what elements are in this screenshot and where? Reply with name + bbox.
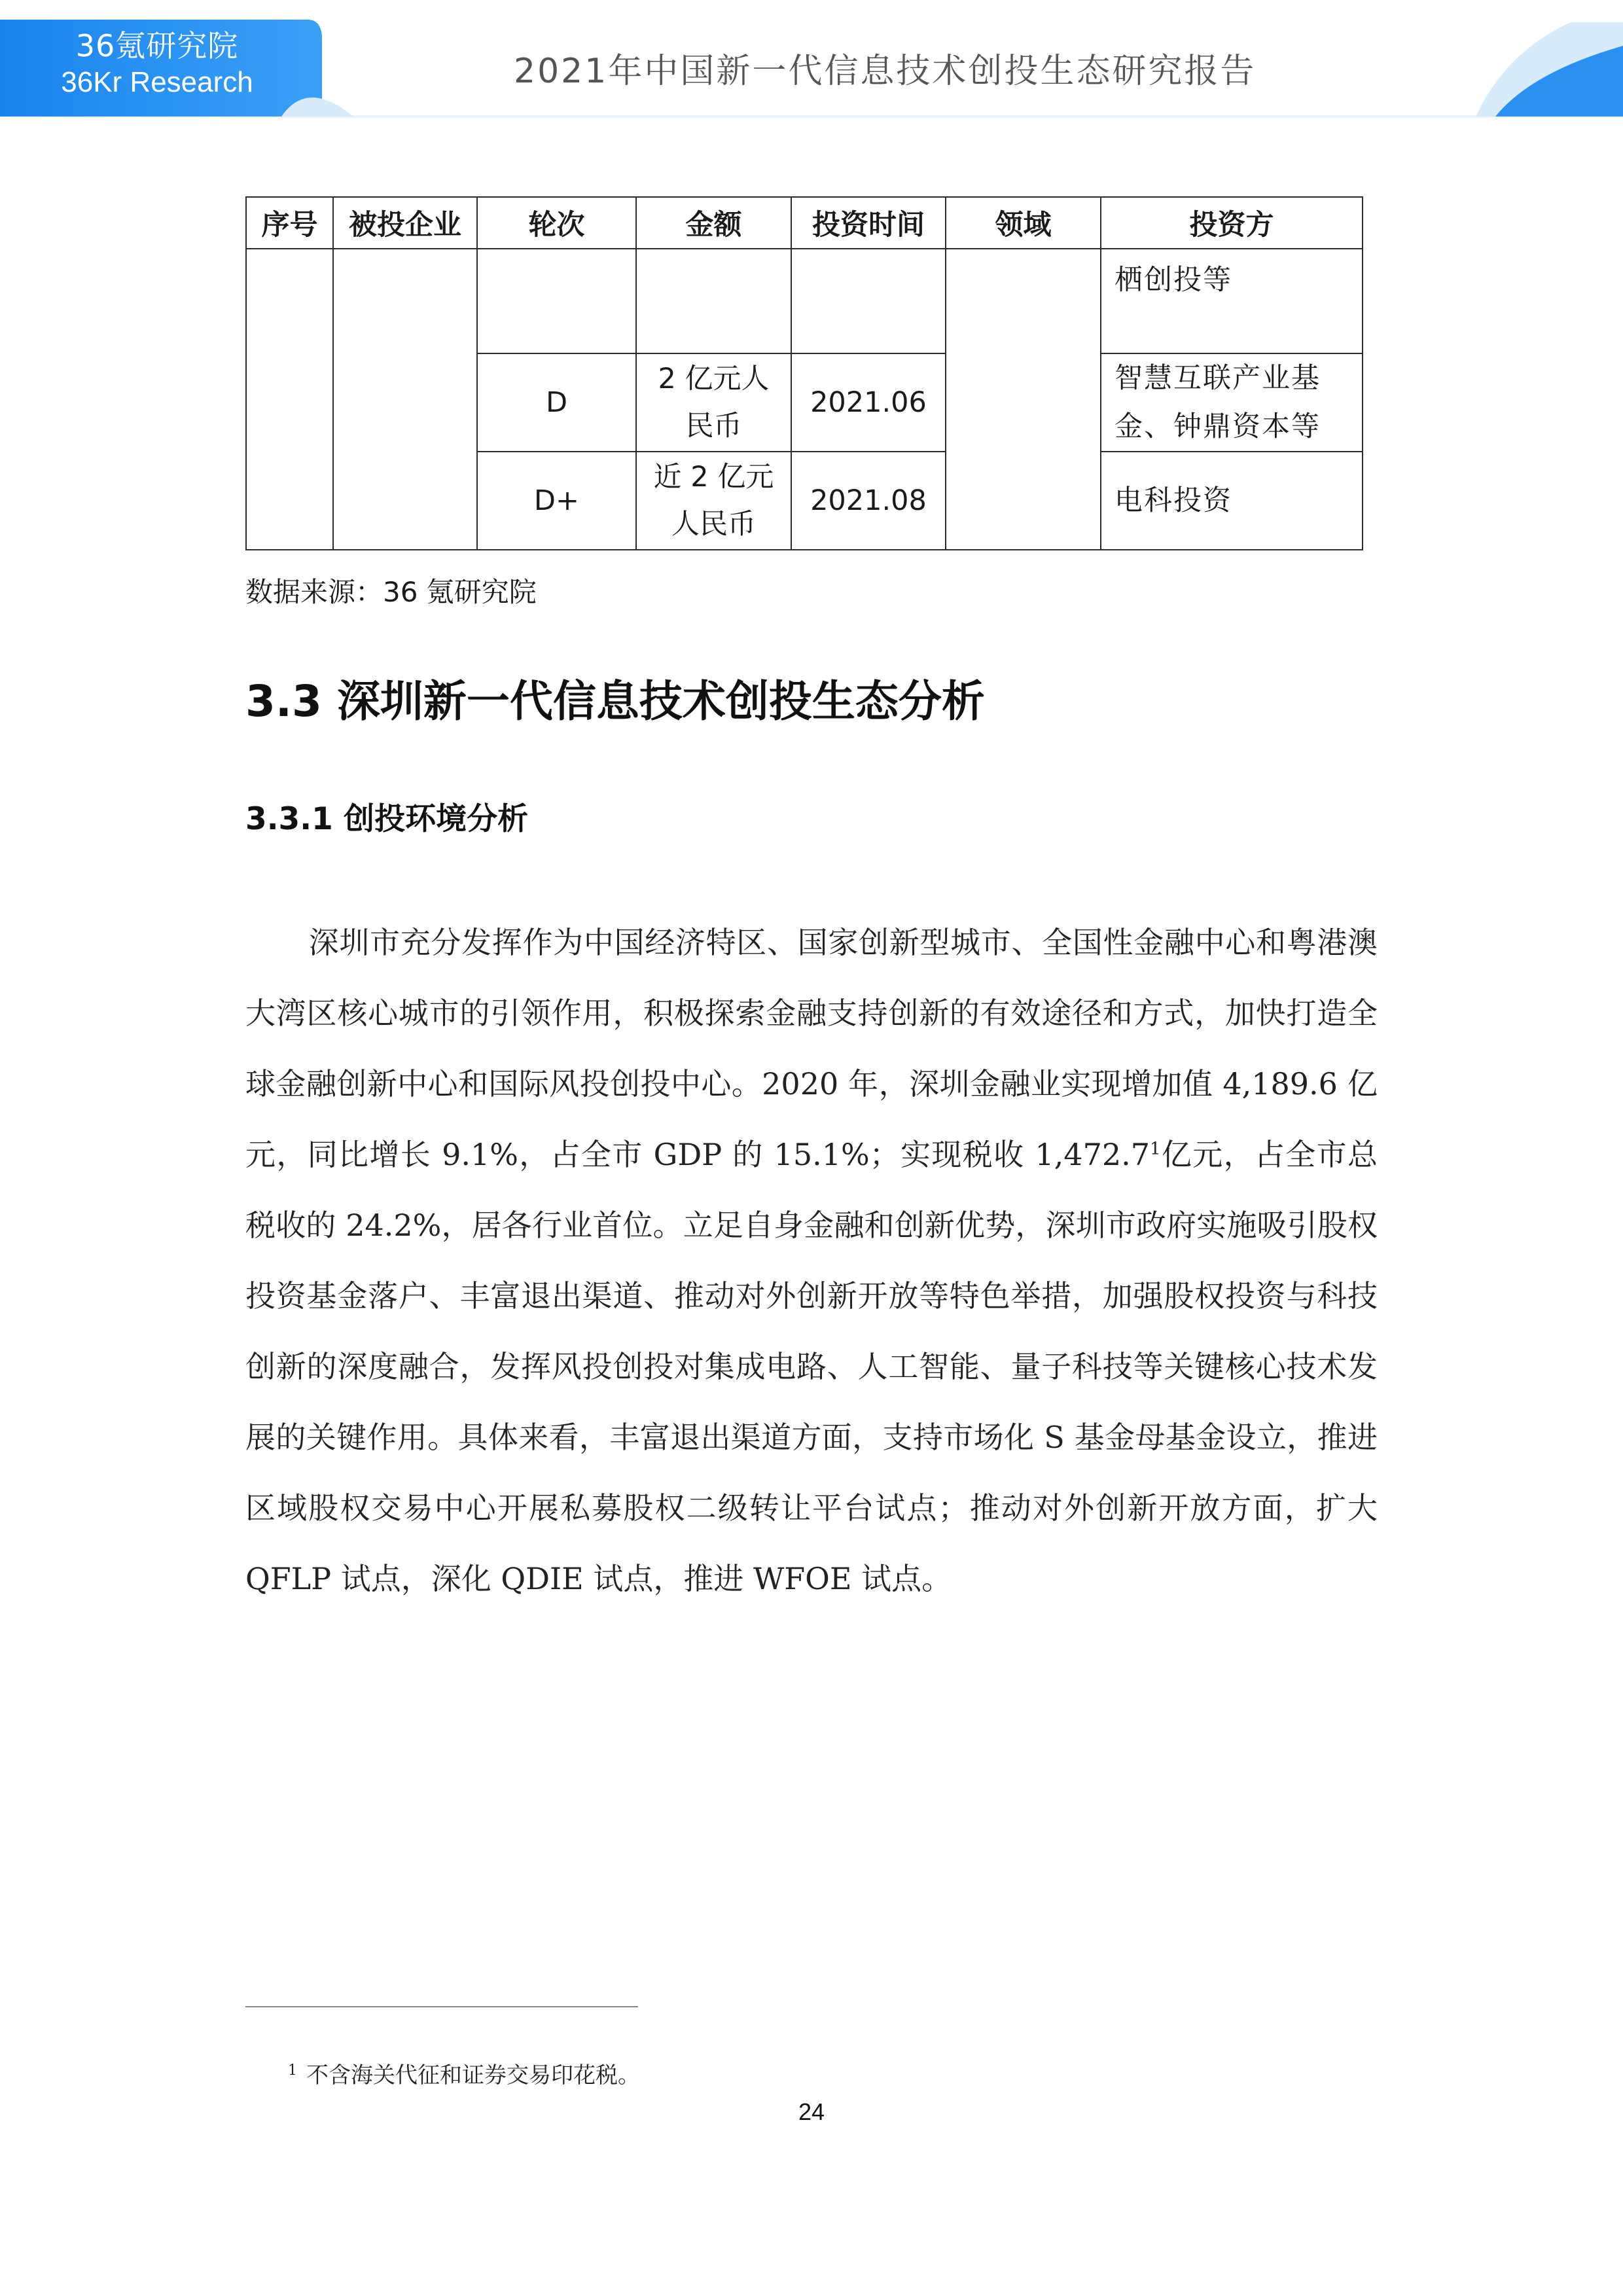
paragraph-part2: 亿元，占全市总税收的 24.2%，居各行业首位。立足自身金融和创新优势，深圳市政府实施吸引股权投资基金落户、丰富退出渠道、推动对外创新开放等特色举措，加强股权投资与科技创新的深度融合，发挥风投创投对集成电路、人工智能、量子科技等关键核心技术发展的关键作用。具体来看，丰富退出渠道方面，支持市场化 S 基金母基金设立，推进区域股权交易中心开展私募股权二级转让平台试点；推动对外创新开放方面，扩大 QFLP 试点，深化 QDIE 试点，推进 WFOE 试点。 (245, 1137, 1378, 1596)
data-source: 数据来源：36 氪研究院 (245, 576, 537, 608)
paragraph-part1: 深圳市充分发挥作为中国经济特区、国家创新型城市、全国性金融中心和粤港澳大湾区核心城市的引领作用，积极探索金融支持创新的有效途径和方式，加快打造全球金融创新中心和国际风投创投中心。2020 年，深圳金融业实现增加值 4,189.6 亿元，同比增长 9.1%，占全市 GDP 的 15.1%；实现税收 1,472.7 (245, 925, 1378, 1172)
cell-investors: 智慧互联产业基金、钟鼎资本等 (1101, 353, 1363, 452)
table-header-row (246, 197, 1363, 249)
cell-company (333, 249, 477, 550)
footnote-mark: 1 (288, 2062, 297, 2079)
logo-cn: 36氪研究院 (75, 28, 239, 63)
footnote-text: 不含海关代征和证券交易印花税。 (306, 2062, 640, 2089)
logo (26, 27, 288, 101)
page-header (0, 0, 1623, 118)
header-investors: 投资方 (1101, 197, 1363, 249)
header-field: 领域 (946, 197, 1101, 249)
cell-round: D+ (477, 452, 636, 550)
footnote-ref[interactable]: 1 (1150, 1139, 1161, 1159)
header-company: 被投企业 (333, 197, 477, 249)
cell-investors: 栖创投等 (1101, 249, 1363, 353)
subsection-title: 3.3.1 创投环境分析 (245, 801, 529, 837)
cell-date: 2021.08 (791, 452, 946, 550)
cell-amount: 近 2 亿元 人民币 (636, 452, 791, 550)
header-index: 序号 (246, 197, 333, 249)
footnote-divider (245, 2006, 638, 2007)
cell-round: D (477, 353, 636, 452)
footnote (288, 2057, 640, 2089)
report-title: 2021年中国新一代信息技术创投生态研究报告 (514, 52, 1257, 91)
cell-field (946, 249, 1101, 550)
investment-table (245, 196, 1363, 550)
cell-index (246, 249, 333, 550)
cell-round (477, 249, 636, 353)
section-title: 3.3 深圳新一代信息技术创投生态分析 (245, 676, 985, 726)
cell-date: 2021.06 (791, 353, 946, 452)
cell-investors: 电科投资 (1101, 452, 1363, 550)
cell-date (791, 249, 946, 353)
cell-amount (636, 249, 791, 353)
header-date: 投资时间 (791, 197, 946, 249)
table-row (246, 249, 1363, 353)
logo-en: 36Kr Research (61, 66, 253, 98)
header-round: 轮次 (477, 197, 636, 249)
cell-amount: 2 亿元人 民币 (636, 353, 791, 452)
body-paragraph (245, 907, 1378, 1614)
header-amount: 金额 (636, 197, 791, 249)
page-number: 24 (798, 2098, 825, 2125)
